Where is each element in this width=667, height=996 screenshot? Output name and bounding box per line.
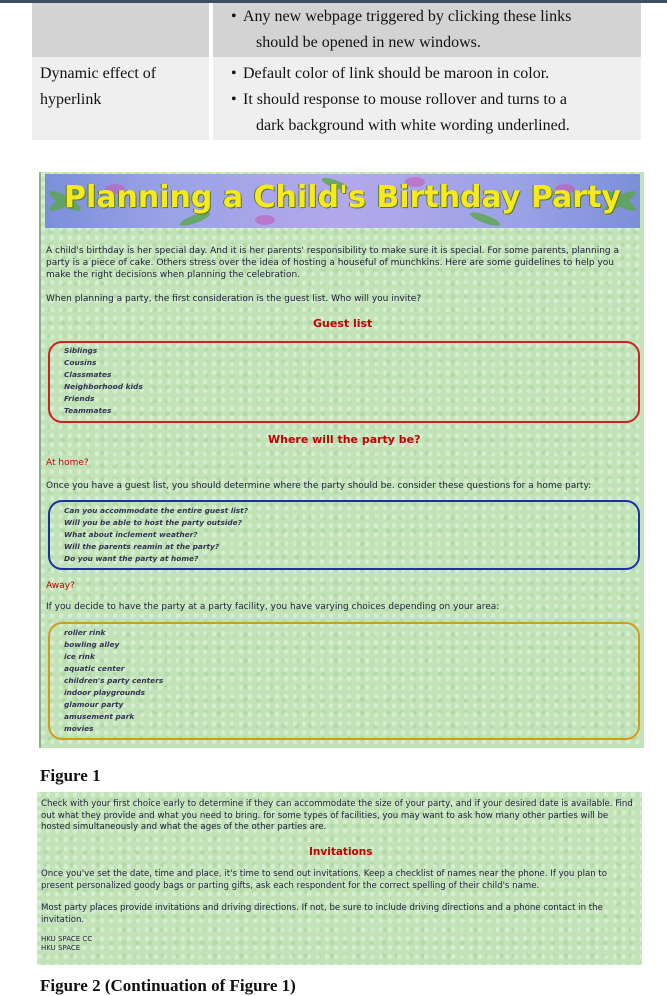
footer-line: HKU SPACE xyxy=(41,944,81,952)
paragraph-2: Once you've set the date, time and place, it's time to send out invitations. Keep a checklist of names near the phone. If you plan to present personalized goody bags or parting gifts, ask each respondent for the correct spelling of their child's name. xyxy=(41,869,608,891)
list-item: indoor playgrounds xyxy=(64,688,146,697)
list-item: Cousins xyxy=(64,358,97,367)
row-label xyxy=(32,3,213,57)
table-row xyxy=(32,57,641,140)
row-label xyxy=(32,57,213,140)
away-label: Away? xyxy=(46,581,75,591)
guest-list xyxy=(50,343,638,417)
away-intro: If you decide to have the party at a party facility, you have varying choices depending on your area: xyxy=(46,602,500,612)
banner-title: Planning a Child's Birthday Party xyxy=(64,180,621,215)
list-item: children's party centers xyxy=(64,676,164,685)
at-home-label: At home? xyxy=(46,458,89,468)
bullet-continuation: should be opened in new windows. xyxy=(256,34,481,51)
away-items-box xyxy=(48,622,640,740)
invitations-heading: Invitations xyxy=(309,846,373,858)
list-item: What about inclement weather? xyxy=(64,530,198,539)
list-item: glamour party xyxy=(64,700,124,709)
list-item: bowling alley xyxy=(64,640,120,649)
home-questions-box xyxy=(48,500,640,570)
list-item: Siblings xyxy=(64,346,98,355)
table-row xyxy=(32,3,641,57)
guest-question: When planning a party, the first consideration is the guest list. Who will you invite? xyxy=(46,294,422,304)
figure-1-caption: Figure 1 xyxy=(40,766,101,785)
paragraph-1: Check with your first choice early to determine if they can accommodate the size of your party, and if your desired date is available. Find out what they provide and what you need to bring. for some types of facilities, you may want to ask how many other parties will be hosted simultaneously and what the ages of the other parties are. xyxy=(41,799,633,833)
list-item: Will you be able to host the party outside? xyxy=(64,518,242,527)
guest-list-box xyxy=(48,341,640,423)
bullet-text: • Default color of link should be maroon in color. xyxy=(243,65,549,82)
paragraph-3: Most party places provide invitations and driving directions. If not, be sure to include driving directions and a phone contact in the invitation. xyxy=(41,903,603,925)
list-item: roller rink xyxy=(64,628,106,637)
list-item: Will the parents reamin at the party? xyxy=(64,542,220,551)
figure-2-caption: Figure 2 (Continuation of Figure 1) xyxy=(40,976,296,995)
list-item: Do you want the party at home? xyxy=(64,554,199,563)
footer-line: HKU SPACE CC xyxy=(41,935,93,943)
figure-1-screenshot xyxy=(39,172,644,748)
list-item: Classmates xyxy=(64,370,112,379)
row-content xyxy=(213,57,641,140)
guest-list-heading: Guest list xyxy=(313,317,373,330)
list-item: Friends xyxy=(64,394,95,403)
list-item: Teammates xyxy=(64,406,112,415)
bullet-continuation: dark background with white wording underlined. xyxy=(256,117,570,134)
home-intro: Once you have a guest list, you should determine where the party should be. consider these questions for a home party: xyxy=(46,481,592,491)
list-item: aquatic center xyxy=(64,664,125,673)
label-line: Dynamic effect of xyxy=(40,65,157,82)
row-content xyxy=(213,3,641,57)
list-item: ice rink xyxy=(64,652,95,661)
label-line: hyperlink xyxy=(40,91,102,108)
figure-2-screenshot xyxy=(37,792,642,965)
bullet-text: • It should response to mouse rollover and turns to a xyxy=(243,91,567,108)
banner xyxy=(45,174,640,228)
list-item: Can you accommodate the entire guest list? xyxy=(64,506,248,515)
list-item: Neighborhood kids xyxy=(64,382,143,391)
list-item: amusement park xyxy=(64,712,135,721)
list-item: movies xyxy=(64,724,94,733)
requirements-table xyxy=(32,3,641,140)
away-items xyxy=(50,624,638,735)
intro-paragraph: A child's birthday is her special day. And it is her parents' responsibility to make sure it is special. For some parents, planning a party is a piece of cake. Others stress over the idea of hosting a houseful of munchkins. Here are some guidelines to help you make the right decisions when planning the celebration. xyxy=(46,246,620,280)
home-questions xyxy=(50,502,638,565)
bullet-text: • Any new webpage triggered by clicking these links xyxy=(243,8,571,25)
where-heading: Where will the party be? xyxy=(268,433,421,446)
